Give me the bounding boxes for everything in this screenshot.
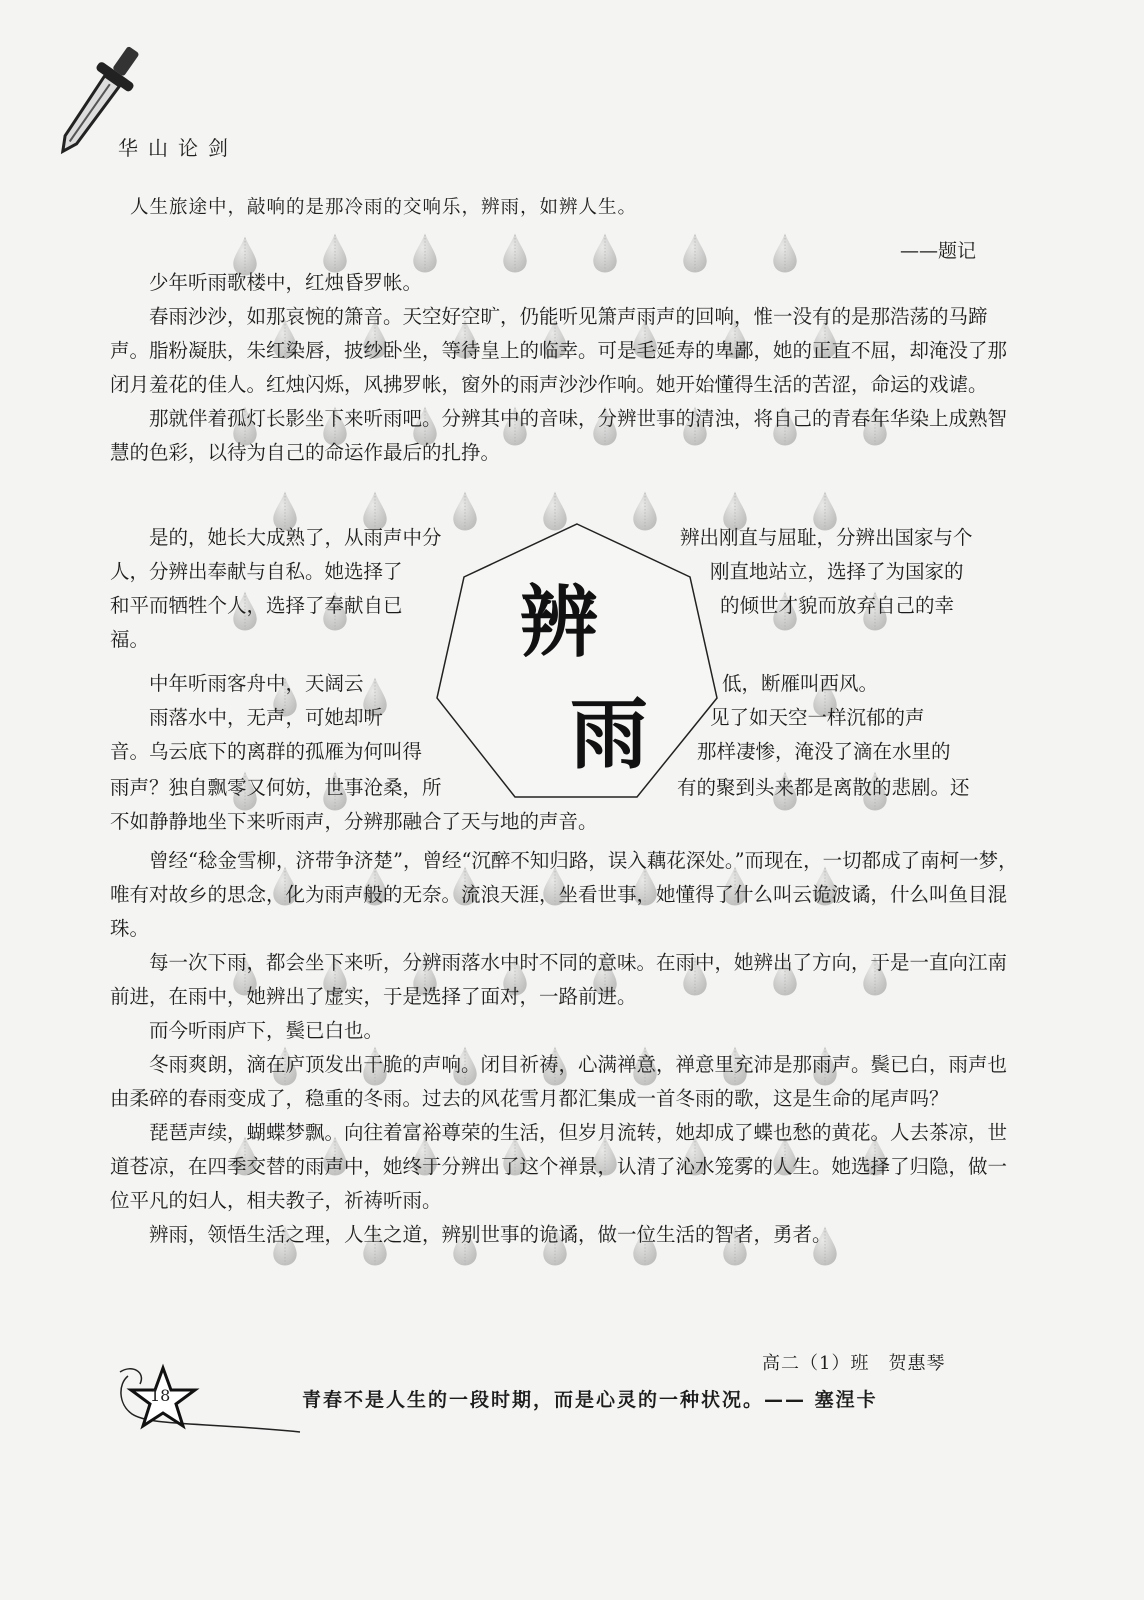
wrap-left: 雨声？独自飘零又何妨，世事沧桑，所 xyxy=(110,776,442,799)
paragraph: 曾经“稔金雪柳，济带争济楚”，曾经“沉醉不知归路，误入藕花深处。”而现在，一切都成了南柯一梦，唯有对故乡的思念，化为雨声般的无奈。流浪天涯，坐看世事，她懂得了什么叫云诡波谲，什么叫鱼目混珠。 xyxy=(110,849,1018,940)
paragraph: 每一次下雨，都会坐下来听，分辨雨落水中时不同的意味。在雨中，她辨出了方向，于是一直向江南前进，在雨中，她辨出了虚实，于是选择了面对，一路前进。 xyxy=(110,951,1008,1008)
section-one xyxy=(110,266,1022,470)
epigraph: 人生旅途中，敲响的是那冷雨的交响乐，辨雨，如辨人生。 xyxy=(130,197,638,218)
footer-quote: 青春不是人生的一段时期，而是心灵的一种状况。—— 塞涅卡 xyxy=(302,1389,878,1411)
wrap-right: 低，断雁叫西风。 xyxy=(722,672,879,695)
wrap-left: 是的，她长大成熟了，从雨声中分 xyxy=(149,526,442,549)
epigraph-signature: ——题记 xyxy=(899,240,976,262)
paragraph: 而今听雨庐下，鬓已白也。 xyxy=(149,1019,384,1042)
paragraph: 那就伴着孤灯长影坐下来听雨吧。分辨其中的音味，分辨世事的清浊，将自己的青春年华染上成熟智慧的色彩，以待为自己的命运作最后的扎挣。 xyxy=(110,407,1008,464)
section-three xyxy=(110,844,1022,1252)
wrap-left: 雨落水中，无声，可她却听 xyxy=(149,706,384,729)
wrap-right: 的倾世才貌而放弃自己的幸 xyxy=(720,594,955,617)
page-number: 18 xyxy=(150,1386,171,1405)
wrap-left: 音。乌云底下的离群的孤雁为何叫得 xyxy=(110,740,423,763)
wrap-left: 和平而牺牲个人，选择了奉献自已 xyxy=(110,594,403,617)
wrap-right: 刚直地站立，选择了为国家的 xyxy=(710,560,964,583)
wrap-left: 中年听雨客舟中，天阔云 xyxy=(149,672,364,695)
wrap-right: 辨出刚直与屈耻，分辨出国家与个 xyxy=(680,526,973,549)
wrap-right: 有的聚到头来都是离散的悲剧。还 xyxy=(677,776,970,799)
paragraph: 琵琶声续，蝴蝶梦飘。向往着富裕尊荣的生活，但岁月流转，她却成了蝶也愁的黄花。人去茶凉，世道苍凉，在四季交替的雨声中，她终于分辨出了这个禅景，认清了沁水笼雾的人生。她选择了归隐，做一位平凡的妇人，相夫教子，祈祷听雨。 xyxy=(110,1121,1008,1212)
section-header-title: 华山论剑 xyxy=(118,136,238,160)
wrap-right: 那样凄惨，淹没了滴在水里的 xyxy=(697,740,951,763)
wrap-left: 人，分辨出奉献与自私。她选择了 xyxy=(110,560,403,583)
paragraph: 春雨沙沙，如那哀惋的箫音。天空好空旷，仍能听见箫声雨声的回响，惟一没有的是那浩荡的马蹄声。脂粉凝肤，朱红染唇，披纱卧坐，等待皇上的临幸。可是毛延寿的卑鄙，她的正直不屈，却淹没了那闭月羞花的佳人。红烛闪烁，风拂罗帐，窗外的雨声沙沙作响。她开始懂得生活的苦涩，命运的戏谑。 xyxy=(110,305,1008,396)
author-line: 高二（1）班 贺惠琴 xyxy=(762,1353,946,1374)
paragraph: 辨雨，领悟生活之理，人生之道，辨别世事的诡谲，做一位生活的智者，勇者。 xyxy=(149,1223,832,1246)
paragraph: 少年听雨歌楼中，红烛昏罗帐。 xyxy=(149,271,423,294)
paragraph: 冬雨爽朗，滴在庐顶发出干脆的声响。闭目祈祷，心满禅意，禅意里充沛是那雨声。鬓已白，雨声也由柔碎的春雨变成了，稳重的冬雨。过去的风花雪月都汇集成一首冬雨的歌，这是生命的尾声吗？ xyxy=(110,1053,1008,1110)
wrap-left: 福。 xyxy=(110,628,150,651)
title-char-yu: 雨 xyxy=(570,690,649,780)
star-badge-icon xyxy=(120,1368,300,1432)
title-char-bian: 辨 xyxy=(520,578,599,668)
wrap-right: 见了如天空一样沉郁的声 xyxy=(710,706,925,729)
wrap-left: 不如静静地坐下来听雨声，分辨那融合了天与地的声音。 xyxy=(110,810,598,833)
